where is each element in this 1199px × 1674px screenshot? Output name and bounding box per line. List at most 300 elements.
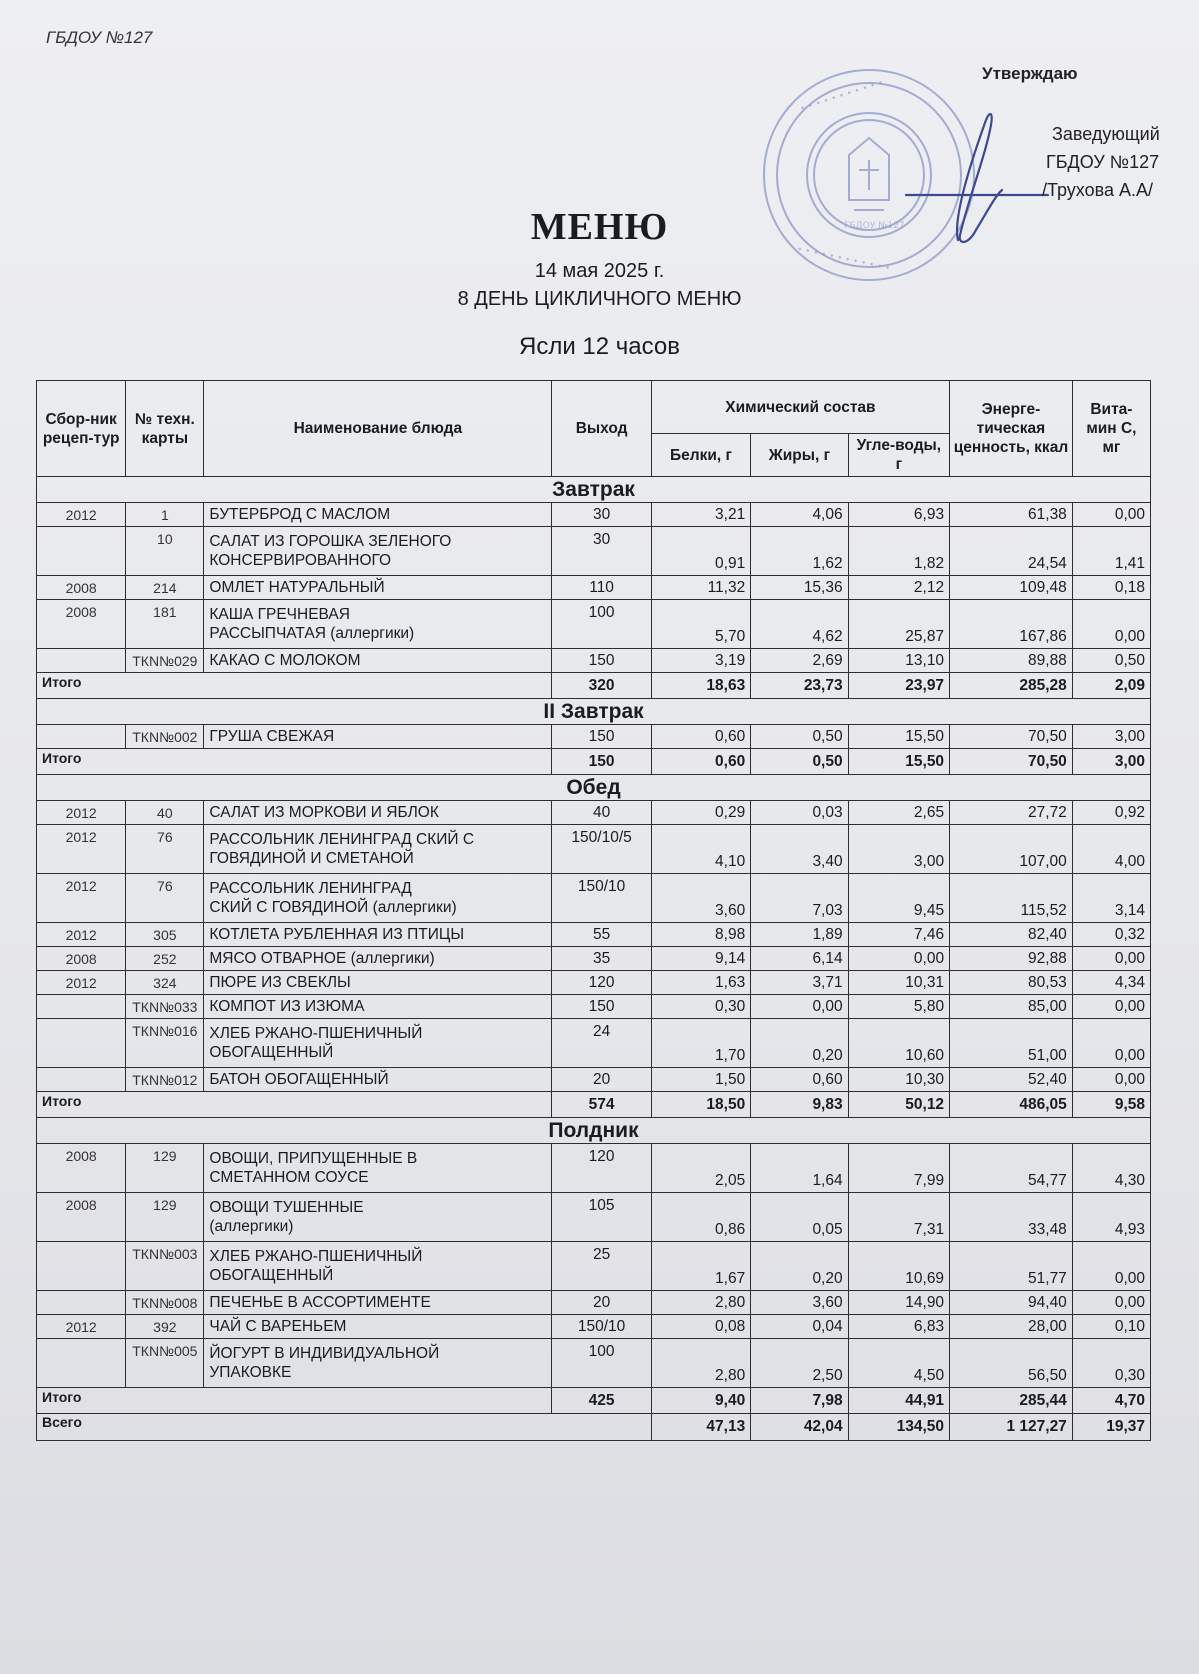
fat-cell: 1,89 — [751, 923, 848, 947]
dish-name-line: РАССОЛЬНИК ЛЕНИНГРАД СКИЙ С — [209, 831, 475, 848]
tech-card-number-cell: ТКN№016 — [126, 1019, 204, 1068]
approver-organization: ГБДОУ №127 — [1046, 152, 1160, 172]
approver-block — [1042, 120, 1160, 204]
section-total-row — [37, 673, 1151, 699]
output-cell: 150 — [552, 725, 651, 749]
energy-cell: 92,88 — [950, 947, 1073, 971]
carbs-cell: 10,31 — [848, 971, 949, 995]
total-label: Итого — [37, 1092, 552, 1118]
fat-cell: 6,14 — [751, 947, 848, 971]
protein-cell: 0,08 — [651, 1315, 750, 1339]
header-fat: Жиры, г — [751, 434, 848, 477]
dish-name-line: (аллергики) — [209, 1218, 294, 1235]
carbs-cell: 9,45 — [848, 874, 949, 923]
output-cell: 25 — [552, 1242, 651, 1291]
dish-row — [37, 801, 1151, 825]
document-title: МЕНЮ — [530, 206, 669, 248]
dish-name-line: ЧАЙ С ВАРЕНЬЕМ — [209, 1318, 347, 1335]
dish-name-cell — [204, 1193, 552, 1242]
recipe-collection-cell: 2012 — [37, 874, 126, 923]
menu-table — [36, 380, 1151, 1441]
header-dish-name: Наименование блюда — [204, 381, 552, 477]
fat-cell: 0,60 — [751, 1068, 848, 1092]
grand-total-fat-cell: 42,04 — [751, 1414, 848, 1441]
section-header-row — [37, 1118, 1151, 1144]
tech-card-number-cell: 76 — [126, 874, 204, 923]
dish-row — [37, 1144, 1151, 1193]
carbs-cell: 7,99 — [848, 1144, 949, 1193]
total-energy-cell: 285,28 — [950, 673, 1073, 699]
header-collection: Сбор-ник рецеп-тур — [37, 381, 126, 477]
output-cell: 150 — [552, 649, 651, 673]
total-vitamin-c-cell: 4,70 — [1072, 1388, 1150, 1414]
energy-cell: 80,53 — [950, 971, 1073, 995]
dish-name-cell — [204, 947, 552, 971]
section-total-row — [37, 749, 1151, 775]
total-carbs-cell: 23,97 — [848, 673, 949, 699]
dish-name-line: БУТЕРБРОД С МАСЛОМ — [209, 506, 391, 523]
vitamin-c-cell: 0,00 — [1072, 1068, 1150, 1092]
tech-card-number-cell: 40 — [126, 801, 204, 825]
energy-cell: 56,50 — [950, 1339, 1073, 1388]
output-cell: 40 — [552, 801, 651, 825]
vitamin-c-cell: 0,50 — [1072, 649, 1150, 673]
dish-name-line: ХЛЕБ РЖАНО-ПШЕНИЧНЫЙ — [209, 1248, 423, 1265]
tech-card-number-cell: ТКN№033 — [126, 995, 204, 1019]
total-vitamin-c-cell: 9,58 — [1072, 1092, 1150, 1118]
energy-cell: 70,50 — [950, 725, 1073, 749]
recipe-collection-cell — [37, 1339, 126, 1388]
dish-name-line: ХЛЕБ РЖАНО-ПШЕНИЧНЫЙ — [209, 1025, 423, 1042]
dish-name-line: РАССОЛЬНИК ЛЕНИНГРАД — [209, 880, 412, 897]
vitamin-c-cell: 4,93 — [1072, 1193, 1150, 1242]
header-protein: Белки, г — [651, 434, 750, 477]
vitamin-c-cell: 0,00 — [1072, 503, 1150, 527]
age-group: Ясли 12 часов — [519, 333, 680, 360]
total-label: Итого — [37, 1388, 552, 1414]
dish-row — [37, 649, 1151, 673]
protein-cell: 1,67 — [651, 1242, 750, 1291]
dish-row — [37, 1019, 1151, 1068]
dish-name-line: КОНСЕРВИРОВАННОГО — [209, 552, 392, 569]
fat-cell: 3,60 — [751, 1291, 848, 1315]
protein-cell: 2,05 — [651, 1144, 750, 1193]
svg-text:• • • • • • • • • • •: • • • • • • • • • • • — [799, 78, 885, 115]
dish-row — [37, 503, 1151, 527]
carbs-cell: 10,69 — [848, 1242, 949, 1291]
output-cell: 30 — [552, 527, 651, 576]
tech-card-number-cell: 181 — [126, 600, 204, 649]
dish-name-line: ЙОГУРТ В ИНДИВИДУАЛЬНОЙ — [209, 1345, 440, 1362]
dish-name-line: ГОВЯДИНОЙ И СМЕТАНОЙ — [209, 850, 414, 867]
protein-cell: 3,21 — [651, 503, 750, 527]
protein-cell: 2,80 — [651, 1291, 750, 1315]
dish-row — [37, 1291, 1151, 1315]
protein-cell: 0,30 — [651, 995, 750, 1019]
svg-text:• • • • • • • • • • • •: • • • • • • • • • • • • — [795, 244, 892, 275]
tech-card-number-cell: ТКN№002 — [126, 725, 204, 749]
total-output-cell: 425 — [552, 1388, 651, 1414]
stamp-text: ГБДОУ №127 — [844, 221, 905, 231]
vitamin-c-cell: 4,30 — [1072, 1144, 1150, 1193]
vitamin-c-cell: 4,00 — [1072, 825, 1150, 874]
recipe-collection-cell — [37, 995, 126, 1019]
protein-cell: 1,50 — [651, 1068, 750, 1092]
fat-cell: 0,00 — [751, 995, 848, 1019]
output-cell: 35 — [552, 947, 651, 971]
energy-cell: 28,00 — [950, 1315, 1073, 1339]
grand-total-vitamin-c-cell: 19,37 — [1072, 1414, 1150, 1441]
tech-card-number-cell: ТКN№012 — [126, 1068, 204, 1092]
tech-card-number-cell: 129 — [126, 1144, 204, 1193]
dish-row — [37, 1315, 1151, 1339]
dish-row — [37, 527, 1151, 576]
recipe-collection-cell: 2012 — [37, 801, 126, 825]
dish-name-cell — [204, 923, 552, 947]
grand-total-energy-cell: 1 127,27 — [950, 1414, 1073, 1441]
menu-table-body — [37, 477, 1151, 1441]
energy-cell: 61,38 — [950, 503, 1073, 527]
vitamin-c-cell: 0,10 — [1072, 1315, 1150, 1339]
dish-name-line: УПАКОВКЕ — [209, 1364, 292, 1381]
energy-cell: 52,40 — [950, 1068, 1073, 1092]
protein-cell: 5,70 — [651, 600, 750, 649]
total-output-cell: 150 — [552, 749, 651, 775]
vitamin-c-cell: 0,18 — [1072, 576, 1150, 600]
total-fat-cell: 9,83 — [751, 1092, 848, 1118]
dish-name-line: КАША ГРЕЧНЕВАЯ — [209, 606, 350, 623]
grand-total-carbs-cell: 134,50 — [848, 1414, 949, 1441]
output-cell: 100 — [552, 600, 651, 649]
fat-cell: 3,40 — [751, 825, 848, 874]
carbs-cell: 3,00 — [848, 825, 949, 874]
tech-card-number-cell: ТКN№008 — [126, 1291, 204, 1315]
dish-name-cell — [204, 600, 552, 649]
recipe-collection-cell: 2008 — [37, 576, 126, 600]
protein-cell: 1,70 — [651, 1019, 750, 1068]
protein-cell: 9,14 — [651, 947, 750, 971]
dish-name-cell — [204, 1242, 552, 1291]
tech-card-number-cell: ТКN№003 — [126, 1242, 204, 1291]
dish-name-line: СМЕТАННОМ СОУСЕ — [209, 1169, 369, 1186]
organization-name: ГБДОУ №127 — [46, 28, 153, 47]
vitamin-c-cell: 0,30 — [1072, 1339, 1150, 1388]
section-title: II Завтрак — [37, 699, 1151, 725]
dish-name-cell — [204, 649, 552, 673]
tech-card-number-cell: 129 — [126, 1193, 204, 1242]
vitamin-c-cell: 0,00 — [1072, 600, 1150, 649]
carbs-cell: 2,65 — [848, 801, 949, 825]
tech-card-number-cell: 214 — [126, 576, 204, 600]
output-cell: 105 — [552, 1193, 651, 1242]
section-total-row — [37, 1388, 1151, 1414]
dish-row — [37, 947, 1151, 971]
output-cell: 150 — [552, 995, 651, 1019]
fat-cell: 2,69 — [751, 649, 848, 673]
carbs-cell: 14,90 — [848, 1291, 949, 1315]
fat-cell: 1,64 — [751, 1144, 848, 1193]
total-label: Итого — [37, 749, 552, 775]
carbs-cell: 6,93 — [848, 503, 949, 527]
approver-name: /Трухова А.А/ — [1042, 180, 1153, 200]
vitamin-c-cell: 0,92 — [1072, 801, 1150, 825]
dish-name-line: ПЕЧЕНЬЕ В АССОРТИМЕНТЕ — [209, 1294, 431, 1311]
menu-cycle-day: 8 ДЕНЬ ЦИКЛИЧНОГО МЕНЮ — [457, 288, 742, 310]
protein-cell: 1,63 — [651, 971, 750, 995]
carbs-cell: 13,10 — [848, 649, 949, 673]
carbs-cell: 4,50 — [848, 1339, 949, 1388]
total-energy-cell: 70,50 — [950, 749, 1073, 775]
recipe-collection-cell — [37, 1291, 126, 1315]
fat-cell: 0,50 — [751, 725, 848, 749]
protein-cell: 0,86 — [651, 1193, 750, 1242]
energy-cell: 54,77 — [950, 1144, 1073, 1193]
dish-name-line: САЛАТ ИЗ МОРКОВИ И ЯБЛОК — [209, 804, 439, 821]
energy-cell: 24,54 — [950, 527, 1073, 576]
vitamin-c-cell: 0,00 — [1072, 1291, 1150, 1315]
fat-cell: 0,05 — [751, 1193, 848, 1242]
vitamin-c-cell: 0,00 — [1072, 995, 1150, 1019]
dish-row — [37, 1068, 1151, 1092]
menu-date: 14 мая 2025 г. — [534, 260, 665, 282]
energy-cell: 85,00 — [950, 995, 1073, 1019]
section-header-row — [37, 477, 1151, 503]
grand-total-label: Всего — [37, 1414, 652, 1441]
carbs-cell: 1,82 — [848, 527, 949, 576]
protein-cell: 2,80 — [651, 1339, 750, 1388]
fat-cell: 2,50 — [751, 1339, 848, 1388]
header-carbs: Угле-воды, г — [848, 434, 949, 477]
dish-name-line: ОВОЩИ, ПРИПУЩЕННЫЕ В — [209, 1150, 418, 1167]
recipe-collection-cell: 2008 — [37, 1144, 126, 1193]
tech-card-number-cell: 392 — [126, 1315, 204, 1339]
section-header-row — [37, 699, 1151, 725]
header-chemical-composition: Химический состав — [651, 381, 949, 434]
output-cell: 120 — [552, 1144, 651, 1193]
fat-cell: 7,03 — [751, 874, 848, 923]
fat-cell: 0,20 — [751, 1242, 848, 1291]
output-cell: 150/10/5 — [552, 825, 651, 874]
total-fat-cell: 23,73 — [751, 673, 848, 699]
recipe-collection-cell: 2008 — [37, 600, 126, 649]
dish-name-cell — [204, 801, 552, 825]
dish-row — [37, 971, 1151, 995]
total-label: Итого — [37, 673, 552, 699]
dish-name-line: ОБОГАЩЕННЫЙ — [209, 1044, 334, 1061]
protein-cell: 0,91 — [651, 527, 750, 576]
total-protein-cell: 18,50 — [651, 1092, 750, 1118]
energy-cell: 82,40 — [950, 923, 1073, 947]
grand-total-row — [37, 1414, 1151, 1441]
dish-row — [37, 725, 1151, 749]
output-cell: 110 — [552, 576, 651, 600]
protein-cell: 0,60 — [651, 725, 750, 749]
section-header-row — [37, 775, 1151, 801]
protein-cell: 0,29 — [651, 801, 750, 825]
total-protein-cell: 18,63 — [651, 673, 750, 699]
recipe-collection-cell — [37, 1019, 126, 1068]
section-total-row — [37, 1092, 1151, 1118]
total-energy-cell: 285,44 — [950, 1388, 1073, 1414]
total-carbs-cell: 50,12 — [848, 1092, 949, 1118]
carbs-cell: 2,12 — [848, 576, 949, 600]
carbs-cell: 7,31 — [848, 1193, 949, 1242]
dish-name-cell — [204, 1315, 552, 1339]
dish-name-cell — [204, 1339, 552, 1388]
dish-name-line: ОВОЩИ ТУШЕННЫЕ — [209, 1199, 364, 1216]
recipe-collection-cell — [37, 725, 126, 749]
energy-cell: 167,86 — [950, 600, 1073, 649]
dish-name-line: РАССЫПЧАТАЯ (аллергики) — [209, 625, 415, 642]
energy-cell: 51,77 — [950, 1242, 1073, 1291]
dish-name-cell — [204, 576, 552, 600]
recipe-collection-cell: 2012 — [37, 825, 126, 874]
tech-card-number-cell: ТКN№005 — [126, 1339, 204, 1388]
dish-name-cell — [204, 1144, 552, 1193]
dish-name-line: КОМПОТ ИЗ ИЗЮМА — [209, 998, 365, 1015]
total-vitamin-c-cell: 3,00 — [1072, 749, 1150, 775]
dish-name-line: ОМЛЕТ НАТУРАЛЬНЫЙ — [209, 579, 385, 596]
carbs-cell: 10,30 — [848, 1068, 949, 1092]
carbs-cell: 5,80 — [848, 995, 949, 1019]
total-carbs-cell: 15,50 — [848, 749, 949, 775]
recipe-collection-cell: 2008 — [37, 1193, 126, 1242]
tech-card-number-cell: 324 — [126, 971, 204, 995]
total-carbs-cell: 44,91 — [848, 1388, 949, 1414]
grand-total-protein-cell: 47,13 — [651, 1414, 750, 1441]
dish-name-cell — [204, 725, 552, 749]
output-cell: 30 — [552, 503, 651, 527]
carbs-cell: 0,00 — [848, 947, 949, 971]
section-title: Обед — [37, 775, 1151, 801]
section-title: Завтрак — [37, 477, 1151, 503]
fat-cell: 0,04 — [751, 1315, 848, 1339]
vitamin-c-cell: 0,00 — [1072, 1019, 1150, 1068]
output-cell: 55 — [552, 923, 651, 947]
tech-card-number-cell: 305 — [126, 923, 204, 947]
dish-name-line: ПЮРЕ ИЗ СВЕКЛЫ — [209, 974, 351, 991]
carbs-cell: 25,87 — [848, 600, 949, 649]
output-cell: 150/10 — [552, 1315, 651, 1339]
dish-row — [37, 1339, 1151, 1388]
output-cell: 24 — [552, 1019, 651, 1068]
total-protein-cell: 9,40 — [651, 1388, 750, 1414]
header-vitamin-c: Вита-мин С, мг — [1072, 381, 1150, 477]
recipe-collection-cell: 2012 — [37, 1315, 126, 1339]
dish-name-line: БАТОН ОБОГАЩЕННЫЙ — [209, 1071, 389, 1088]
protein-cell: 8,98 — [651, 923, 750, 947]
dish-name-cell — [204, 825, 552, 874]
dish-row — [37, 874, 1151, 923]
dish-name-cell — [204, 1291, 552, 1315]
dish-name-line: СКИЙ С ГОВЯДИНОЙ (аллергики) — [209, 899, 457, 916]
dish-name-cell — [204, 995, 552, 1019]
dish-name-cell — [204, 527, 552, 576]
fat-cell: 0,03 — [751, 801, 848, 825]
dish-name-line: ОБОГАЩЕННЫЙ — [209, 1267, 334, 1284]
energy-cell: 94,40 — [950, 1291, 1073, 1315]
energy-cell: 109,48 — [950, 576, 1073, 600]
header-energy: Энерге-тическая ценность, ккал — [950, 381, 1073, 477]
approver-position: Заведующий — [1052, 124, 1160, 144]
recipe-collection-cell — [37, 527, 126, 576]
dish-name-line: КОТЛЕТА РУБЛЕННАЯ ИЗ ПТИЦЫ — [209, 926, 465, 943]
carbs-cell: 7,46 — [848, 923, 949, 947]
dish-row — [37, 995, 1151, 1019]
carbs-cell: 10,60 — [848, 1019, 949, 1068]
header-output: Выход — [552, 381, 651, 477]
tech-card-number-cell: 10 — [126, 527, 204, 576]
vitamin-c-cell: 3,00 — [1072, 725, 1150, 749]
energy-cell: 33,48 — [950, 1193, 1073, 1242]
energy-cell: 107,00 — [950, 825, 1073, 874]
vitamin-c-cell: 4,34 — [1072, 971, 1150, 995]
header-card-number: № техн. карты — [126, 381, 204, 477]
fat-cell: 3,71 — [751, 971, 848, 995]
tech-card-number-cell: 76 — [126, 825, 204, 874]
vitamin-c-cell: 1,41 — [1072, 527, 1150, 576]
fat-cell: 1,62 — [751, 527, 848, 576]
dish-name-cell — [204, 503, 552, 527]
total-output-cell: 574 — [552, 1092, 651, 1118]
carbs-cell: 15,50 — [848, 725, 949, 749]
tech-card-number-cell: ТКN№029 — [126, 649, 204, 673]
dish-row — [37, 576, 1151, 600]
dish-row — [37, 923, 1151, 947]
output-cell: 20 — [552, 1291, 651, 1315]
tech-card-number-cell: 1 — [126, 503, 204, 527]
vitamin-c-cell: 0,32 — [1072, 923, 1150, 947]
protein-cell: 3,60 — [651, 874, 750, 923]
output-cell: 120 — [552, 971, 651, 995]
dish-row — [37, 1242, 1151, 1291]
fat-cell: 4,06 — [751, 503, 848, 527]
energy-cell: 89,88 — [950, 649, 1073, 673]
fat-cell: 0,20 — [751, 1019, 848, 1068]
total-vitamin-c-cell: 2,09 — [1072, 673, 1150, 699]
dish-name-cell — [204, 874, 552, 923]
recipe-collection-cell — [37, 1068, 126, 1092]
dish-row — [37, 1193, 1151, 1242]
fat-cell: 15,36 — [751, 576, 848, 600]
vitamin-c-cell: 3,14 — [1072, 874, 1150, 923]
tech-card-number-cell: 252 — [126, 947, 204, 971]
dish-name-line: САЛАТ ИЗ ГОРОШКА ЗЕЛЕНОГО — [209, 533, 452, 550]
dish-name-line: ГРУША СВЕЖАЯ — [209, 728, 335, 745]
recipe-collection-cell: 2008 — [37, 947, 126, 971]
energy-cell: 51,00 — [950, 1019, 1073, 1068]
total-energy-cell: 486,05 — [950, 1092, 1073, 1118]
output-cell: 20 — [552, 1068, 651, 1092]
energy-cell: 115,52 — [950, 874, 1073, 923]
carbs-cell: 6,83 — [848, 1315, 949, 1339]
total-output-cell: 320 — [552, 673, 651, 699]
dish-name-cell — [204, 1068, 552, 1092]
vitamin-c-cell: 0,00 — [1072, 1242, 1150, 1291]
dish-row — [37, 825, 1151, 874]
dish-row — [37, 600, 1151, 649]
section-title: Полдник — [37, 1118, 1151, 1144]
dish-name-line: МЯСО ОТВАРНОЕ (аллергики) — [209, 950, 435, 967]
recipe-collection-cell: 2012 — [37, 971, 126, 995]
total-fat-cell: 0,50 — [751, 749, 848, 775]
energy-cell: 27,72 — [950, 801, 1073, 825]
dish-name-cell — [204, 1019, 552, 1068]
recipe-collection-cell: 2012 — [37, 923, 126, 947]
dish-name-cell — [204, 971, 552, 995]
recipe-collection-cell: 2012 — [37, 503, 126, 527]
output-cell: 100 — [552, 1339, 651, 1388]
